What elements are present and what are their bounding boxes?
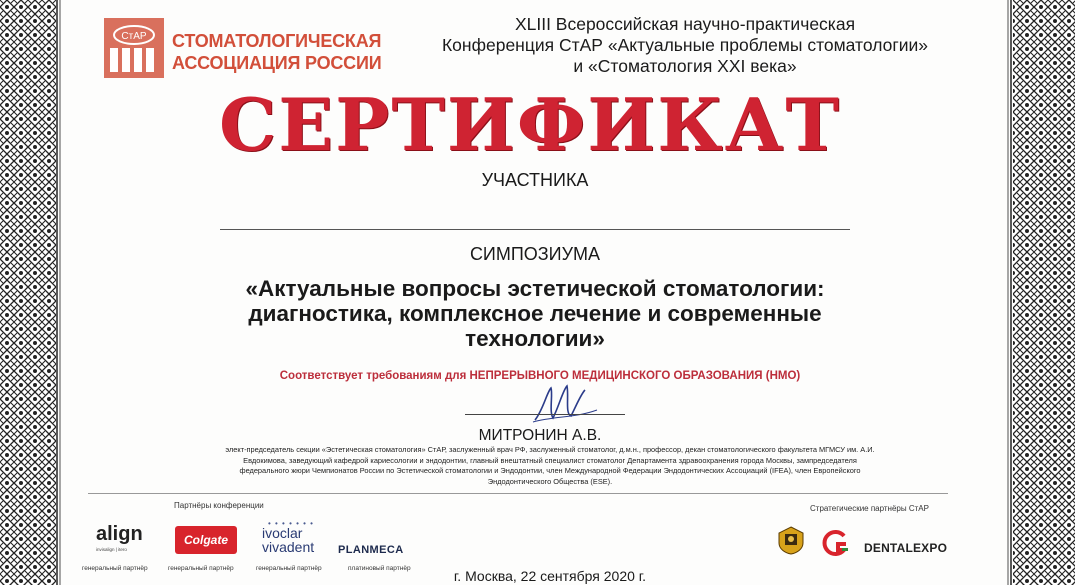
symposium-label: СИМПОЗИУМА xyxy=(469,244,601,264)
align-role: генеральный партнёр xyxy=(82,565,148,572)
name-line xyxy=(220,229,850,230)
signer-name: МИТРОНИН А.В. xyxy=(478,427,602,444)
colgate-logo: Colgate xyxy=(175,526,237,554)
nmo-compliance-note: Соответствует требованиям для НЕПРЕРЫВНОГО МЕДИЦИНСКОГО ОБРАЗОВАНИЯ (НМО) xyxy=(279,370,801,382)
signer-bio-line4: Эндодонтического Общества (ESE). xyxy=(487,476,613,486)
signer-bio xyxy=(160,445,940,487)
moscow-crest-icon xyxy=(776,525,806,555)
strategic-partners-label: Стратегические партнёры СтАР xyxy=(810,504,929,513)
align-logo: align xyxy=(96,523,143,545)
conference-line3: и «Стоматология XXI века» xyxy=(573,56,797,76)
planmeca-role: платиновый партнёр xyxy=(348,565,411,572)
ivoclar-line1: ivoclar xyxy=(262,525,303,541)
logo-mark-text: СтАР xyxy=(121,31,147,42)
symposium-topic xyxy=(150,276,920,351)
partners-divider xyxy=(88,493,948,494)
conference-title xyxy=(380,14,990,77)
ivoclar-dots-icon: • • • • • • • xyxy=(268,519,314,528)
ivoclar-vivadent-logo xyxy=(262,519,332,555)
dentalexpo-logo: DENTALEXPO xyxy=(864,541,948,555)
certificate-title: СЕРТИФИКАТ xyxy=(219,82,841,167)
ornamental-border-right xyxy=(1006,0,1075,585)
association-logo xyxy=(104,18,389,84)
association-name-line1: СТОМАТОЛОГИЧЕСКАЯ xyxy=(172,31,382,51)
signer-bio-line1: элект-председатель секции «Эстетическая стоматология» СтАР, заслуженный врач РФ, заслуженный стоматолог, д.м.н., профессор, декан стоматологического факультета МГМСУ им. А.И. xyxy=(225,445,875,454)
conference-line2: Конференция СтАР «Актуальные проблемы стоматологии» xyxy=(441,35,929,55)
ivoclar-role: генеральный партнёр xyxy=(256,565,322,572)
topic-line3: технологии» xyxy=(465,326,605,351)
colgate-role: генеральный партнёр xyxy=(168,565,234,572)
signer-bio-line2: Евдокимова, заведующий кафедрой кариесологии и эндодонтии, главный внештатный специалист стоматолог Департамента здравоохранения города Москвы, зампредседателя xyxy=(243,455,857,465)
city-and-date: г. Москва, 22 сентября 2020 г. xyxy=(453,568,647,584)
planmeca-logo: PLANMECA xyxy=(338,544,404,556)
certificate-subtitle: УЧАСТНИКА xyxy=(481,170,589,190)
ivoclar-line2: vivadent xyxy=(262,539,315,555)
ornamental-border-left xyxy=(0,0,62,585)
star-association-icon xyxy=(820,528,850,558)
signer-bio-line3: федерального жюри Чемпионатов России по Эстетической стоматологии и Эндодонтии, член Международной Федерации Эндодонтических Ассоциаций (IFEA), член Европейского xyxy=(239,466,861,475)
conference-line1: XLIII Всероссийская научно-практическая xyxy=(514,14,856,34)
topic-line2: диагностика, комплексное лечение и современные xyxy=(248,301,822,326)
association-name-line2: АССОЦИАЦИЯ РОССИИ xyxy=(172,53,382,73)
conference-partners-label: Партнёры конференции xyxy=(174,501,264,510)
topic-line1: «Актуальные вопросы эстетической стоматологии: xyxy=(245,276,825,301)
association-name xyxy=(172,30,381,74)
signature-line xyxy=(465,414,625,415)
association-emblem xyxy=(104,18,164,78)
align-sub-brands: invisalign | itero xyxy=(96,547,127,552)
